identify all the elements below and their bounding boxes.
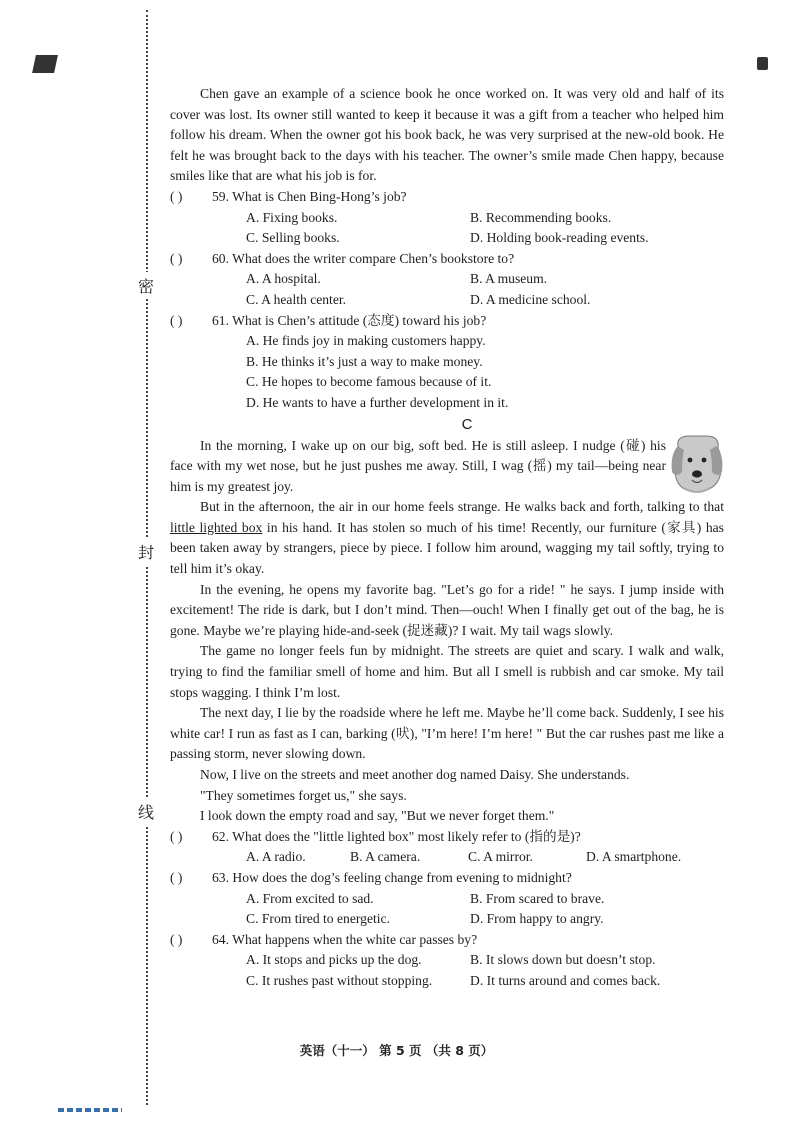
- option-a: A. It stops and picks up the dog.: [246, 952, 422, 968]
- option-c: C. From tired to energetic.: [246, 911, 390, 927]
- passage-c-paragraph-6: Now, I live on the streets and meet another dog named Daisy. She understands.: [200, 767, 630, 782]
- option-b: B. He thinks it’s just a way to make money.: [246, 353, 483, 369]
- paragraph-text: But in the afternoon, the air in our home feels strange. He walks back and forth, talking to that: [200, 499, 724, 515]
- answer-blank[interactable]: ( ): [170, 312, 183, 328]
- scan-artifact: [58, 1108, 122, 1112]
- option-a: A. He finds joy in making customers happy.: [246, 333, 486, 349]
- question-stem: 62. What does the "little lighted box" most likely refer to (指的是)?: [212, 828, 581, 844]
- question-61: [170, 311, 724, 414]
- option-c: C. It rushes past without stopping.: [246, 972, 433, 988]
- passage-c-paragraph-8: I look down the empty road and say, "But we never forget them.": [200, 808, 555, 824]
- option-d: D. A medicine school.: [470, 291, 591, 307]
- question-stem: 63. How does the dog’s feeling change from evening to midnight?: [212, 869, 572, 885]
- option-c: C. A mirror.: [468, 849, 533, 865]
- passage-c-paragraph-1: In the morning, I wake up on our big, soft bed. He is still asleep. I nudge (碰) his face with my wet nose, but he just pushes me away. Still, I wag (摇) my tail—being near him is my greatest joy.: [170, 437, 666, 494]
- answer-blank[interactable]: ( ): [170, 931, 183, 947]
- question-60: [170, 249, 724, 311]
- scan-corner-mark: [32, 55, 58, 73]
- binding-char-feng: 封: [138, 538, 154, 565]
- option-d: D. Holding book-reading events.: [470, 230, 649, 246]
- option-d: D. From happy to angry.: [470, 911, 604, 927]
- option-d: D. A smartphone.: [586, 849, 682, 865]
- option-d: D. It turns around and comes back.: [470, 972, 661, 988]
- paragraph-text: in his hand. It has stolen so much of his time! Recently, our furniture (家具) has been taken away by strangers, piece by piece. I follow him around, wagging my tail softly, trying to tell him it’s okay.: [170, 519, 724, 577]
- answer-blank[interactable]: ( ): [170, 188, 183, 204]
- passage-c-paragraph-3: In the evening, he opens my favorite bag. "Let’s go for a ride! " he says. I jump inside with excitement! The ride is dark, but I don’t mind. Then—ouch! When I finally get out of the bag, he is gone. Maybe we’re playing hide-and-seek (捉迷藏)? I wait. My tail wags slowly.: [170, 581, 724, 638]
- question-stem: 64. What happens when the white car passes by?: [212, 931, 478, 947]
- option-a: A. A hospital.: [246, 271, 321, 287]
- passage-c-paragraph-5: The next day, I lie by the roadside where he left me. Maybe he’ll come back. Suddenly, I see his white car! I run as fast as I can, barking (吠), "I’m here! I’m here! " But the car rushes past me like a passing storm, never slowing down.: [170, 705, 724, 762]
- option-a: A. From excited to sad.: [246, 890, 374, 906]
- option-b: B. It slows down but doesn’t stop.: [470, 952, 656, 968]
- question-63: [170, 868, 724, 930]
- question-stem: 61. What is Chen’s attitude (态度) toward his job?: [212, 312, 487, 328]
- binding-char-mi: 密: [138, 272, 154, 299]
- passage-c-paragraph-4: The game no longer feels fun by midnight. The streets are quiet and scary. I walk and walk, trying to find the familiar smell of home and him. But all I smell is rubbish and car smoke. My tail stops wagging. I think I’m lost.: [170, 643, 724, 700]
- question-stem: 60. What does the writer compare Chen’s bookstore to?: [212, 250, 515, 266]
- answer-blank[interactable]: ( ): [170, 250, 183, 266]
- passage-b-paragraph: Chen gave an example of a science book he once worked on. It was very old and half of its cover was lost. Its owner still wanted to keep it because it was a gift from a teacher who helped him follow his dream. When the owner got his book back, he was very surprised at the new-old book. He felt he was brought back to the days with his teacher. The owner’s smile made Chen happy, because smiles like that are what his job is for.: [170, 86, 724, 184]
- option-d: D. He wants to have a further development in it.: [246, 394, 509, 410]
- answer-blank[interactable]: ( ): [170, 869, 183, 885]
- page-content: [170, 84, 724, 992]
- option-b: B. From scared to brave.: [470, 890, 605, 906]
- underlined-phrase: little lighted box: [170, 519, 263, 535]
- option-c: C. Selling books.: [246, 230, 340, 246]
- page-footer: 英语（十一） 第 5 页 （共 8 页）: [299, 1043, 494, 1058]
- option-a: A. Fixing books.: [246, 209, 338, 225]
- passage-c-paragraph-2: [170, 497, 724, 579]
- option-b: B. A camera.: [350, 849, 421, 865]
- question-stem: 59. What is Chen Bing-Hong’s job?: [212, 188, 407, 204]
- option-c: C. A health center.: [246, 291, 347, 307]
- question-64: [170, 930, 724, 992]
- option-a: A. A radio.: [246, 849, 306, 865]
- question-59: [170, 187, 724, 249]
- binding-char-xian: 线: [138, 798, 154, 825]
- section-c-heading: C: [461, 415, 473, 433]
- answer-blank[interactable]: ( ): [170, 828, 183, 844]
- option-b: B. Recommending books.: [470, 209, 612, 225]
- passage-c-paragraph-7: "They sometimes forget us," she says.: [200, 787, 407, 803]
- question-62: [170, 827, 724, 868]
- option-c: C. He hopes to become famous because of it.: [246, 374, 492, 390]
- option-b: B. A museum.: [470, 271, 548, 287]
- scan-corner-mark: [757, 57, 768, 70]
